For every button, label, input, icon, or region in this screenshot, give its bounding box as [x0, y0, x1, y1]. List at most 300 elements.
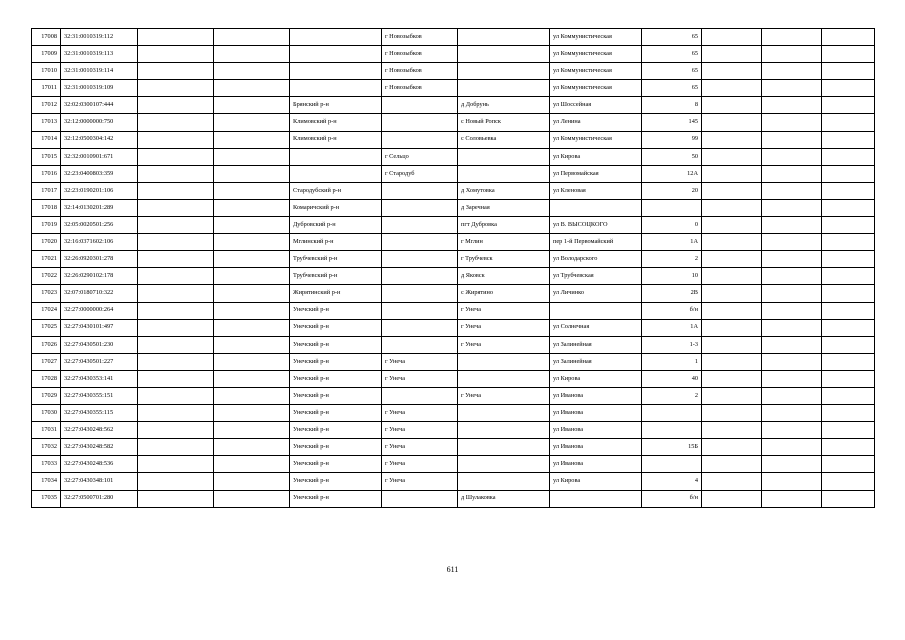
- empty-cell: [214, 63, 290, 80]
- district-cell: Унечский р-н: [290, 370, 382, 387]
- city-cell: [382, 199, 458, 216]
- district-cell: [290, 148, 382, 165]
- cadastral-number-cell: 32:27:0430248:536: [61, 456, 138, 473]
- record-number-cell: 17020: [32, 234, 61, 251]
- district-cell: Унечский р-н: [290, 336, 382, 353]
- cadastral-number-cell: 32:27:0430353:141: [61, 370, 138, 387]
- empty-cell: [822, 370, 875, 387]
- settlement-cell: с Новый Ропск: [458, 114, 550, 131]
- table-row: [32, 319, 875, 336]
- record-number-cell: 17018: [32, 199, 61, 216]
- settlement-cell: [458, 353, 550, 370]
- record-number-cell: 17022: [32, 268, 61, 285]
- empty-cell: [214, 131, 290, 148]
- house-number-cell: 2: [642, 387, 702, 404]
- record-number-cell: 17017: [32, 182, 61, 199]
- district-cell: Унечский р-н: [290, 319, 382, 336]
- settlement-cell: д Хомутовка: [458, 182, 550, 199]
- city-cell: [382, 234, 458, 251]
- empty-cell: [822, 217, 875, 234]
- street-cell: ул Трубчевская: [550, 268, 642, 285]
- record-number-cell: 17010: [32, 63, 61, 80]
- house-number-cell: 1А: [642, 234, 702, 251]
- empty-cell: [822, 251, 875, 268]
- cadastral-number-cell: 32:05:0020501:256: [61, 217, 138, 234]
- empty-cell: [702, 319, 762, 336]
- empty-cell: [762, 473, 822, 490]
- street-cell: пер 1-й Первомайский: [550, 234, 642, 251]
- district-cell: Дубровский р-н: [290, 217, 382, 234]
- empty-cell: [214, 319, 290, 336]
- cadastral-number-cell: 32:16:0371602:106: [61, 234, 138, 251]
- empty-cell: [762, 29, 822, 46]
- cadastral-number-cell: 32:27:0430348:101: [61, 473, 138, 490]
- empty-cell: [138, 422, 214, 439]
- property-register-table: [31, 28, 875, 508]
- street-cell: ул Иванова: [550, 405, 642, 422]
- table-row: [32, 80, 875, 97]
- settlement-cell: [458, 46, 550, 63]
- settlement-cell: [458, 456, 550, 473]
- cadastral-number-cell: 32:14:0130201:289: [61, 199, 138, 216]
- empty-cell: [762, 217, 822, 234]
- house-number-cell: 15Б: [642, 439, 702, 456]
- district-cell: Трубчевский р-н: [290, 251, 382, 268]
- empty-cell: [214, 405, 290, 422]
- empty-cell: [138, 182, 214, 199]
- settlement-cell: [458, 29, 550, 46]
- empty-cell: [702, 387, 762, 404]
- house-number-cell: б/н: [642, 490, 702, 507]
- empty-cell: [702, 370, 762, 387]
- empty-cell: [762, 114, 822, 131]
- settlement-cell: г Унеча: [458, 336, 550, 353]
- house-number-cell: 1А: [642, 319, 702, 336]
- empty-cell: [214, 353, 290, 370]
- empty-cell: [138, 131, 214, 148]
- city-cell: г Сельцо: [382, 148, 458, 165]
- settlement-cell: [458, 165, 550, 182]
- empty-cell: [214, 234, 290, 251]
- record-number-cell: 17027: [32, 353, 61, 370]
- settlement-cell: с Жирятино: [458, 285, 550, 302]
- record-number-cell: 17021: [32, 251, 61, 268]
- street-cell: ул Кленовая: [550, 182, 642, 199]
- table-row: [32, 199, 875, 216]
- city-cell: [382, 302, 458, 319]
- city-cell: [382, 387, 458, 404]
- table-row: [32, 336, 875, 353]
- empty-cell: [762, 439, 822, 456]
- empty-cell: [138, 353, 214, 370]
- empty-cell: [762, 319, 822, 336]
- empty-cell: [702, 29, 762, 46]
- city-cell: [382, 182, 458, 199]
- empty-cell: [702, 268, 762, 285]
- table-row: [32, 285, 875, 302]
- empty-cell: [214, 80, 290, 97]
- empty-cell: [702, 148, 762, 165]
- record-number-cell: 17009: [32, 46, 61, 63]
- table-row: [32, 353, 875, 370]
- street-cell: [550, 302, 642, 319]
- empty-cell: [138, 217, 214, 234]
- cadastral-number-cell: 32:27:0430248:582: [61, 439, 138, 456]
- empty-cell: [214, 29, 290, 46]
- settlement-cell: г Унеча: [458, 319, 550, 336]
- empty-cell: [214, 199, 290, 216]
- empty-cell: [762, 387, 822, 404]
- empty-cell: [702, 302, 762, 319]
- street-cell: ул Первомайская: [550, 165, 642, 182]
- record-number-cell: 17025: [32, 319, 61, 336]
- empty-cell: [214, 182, 290, 199]
- cadastral-number-cell: 32:23:0400803:359: [61, 165, 138, 182]
- empty-cell: [822, 63, 875, 80]
- cadastral-number-cell: 32:31:0010319:109: [61, 80, 138, 97]
- table-row: [32, 387, 875, 404]
- street-cell: ул Залинейная: [550, 353, 642, 370]
- cadastral-number-cell: 32:27:0430248:562: [61, 422, 138, 439]
- district-cell: Мглинский р-н: [290, 234, 382, 251]
- record-number-cell: 17015: [32, 148, 61, 165]
- house-number-cell: 40: [642, 370, 702, 387]
- empty-cell: [762, 182, 822, 199]
- empty-cell: [214, 387, 290, 404]
- city-cell: г Новозыбков: [382, 63, 458, 80]
- house-number-cell: 1-3: [642, 336, 702, 353]
- city-cell: г Унеча: [382, 456, 458, 473]
- house-number-cell: 2В: [642, 285, 702, 302]
- settlement-cell: д Заречная: [458, 199, 550, 216]
- empty-cell: [214, 46, 290, 63]
- empty-cell: [702, 97, 762, 114]
- house-number-cell: 20: [642, 182, 702, 199]
- district-cell: [290, 165, 382, 182]
- city-cell: [382, 97, 458, 114]
- settlement-cell: пгт Дубровка: [458, 217, 550, 234]
- table-row: [32, 165, 875, 182]
- cadastral-number-cell: 32:02:0300107:444: [61, 97, 138, 114]
- cadastral-number-cell: 32:27:0430355:115: [61, 405, 138, 422]
- empty-cell: [138, 234, 214, 251]
- city-cell: [382, 336, 458, 353]
- street-cell: ул В. ВЫСОЦКОГО: [550, 217, 642, 234]
- empty-cell: [762, 490, 822, 507]
- cadastral-number-cell: 32:32:0010901:671: [61, 148, 138, 165]
- record-number-cell: 17024: [32, 302, 61, 319]
- house-number-cell: б/н: [642, 302, 702, 319]
- empty-cell: [138, 97, 214, 114]
- empty-cell: [822, 131, 875, 148]
- record-number-cell: 17030: [32, 405, 61, 422]
- empty-cell: [138, 148, 214, 165]
- empty-cell: [822, 302, 875, 319]
- settlement-cell: д Яковск: [458, 268, 550, 285]
- empty-cell: [138, 405, 214, 422]
- table-row: [32, 302, 875, 319]
- empty-cell: [822, 473, 875, 490]
- house-number-cell: 65: [642, 80, 702, 97]
- empty-cell: [762, 63, 822, 80]
- house-number-cell: 145: [642, 114, 702, 131]
- record-number-cell: 17008: [32, 29, 61, 46]
- house-number-cell: 4: [642, 473, 702, 490]
- table-row: [32, 422, 875, 439]
- empty-cell: [822, 97, 875, 114]
- empty-cell: [138, 285, 214, 302]
- register-body: [32, 29, 875, 508]
- record-number-cell: 17032: [32, 439, 61, 456]
- house-number-cell: 65: [642, 29, 702, 46]
- empty-cell: [702, 234, 762, 251]
- empty-cell: [762, 370, 822, 387]
- empty-cell: [822, 336, 875, 353]
- empty-cell: [762, 131, 822, 148]
- empty-cell: [702, 490, 762, 507]
- street-cell: ул Коммунистическая: [550, 131, 642, 148]
- empty-cell: [822, 114, 875, 131]
- record-number-cell: 17013: [32, 114, 61, 131]
- district-cell: Стародубский р-н: [290, 182, 382, 199]
- street-cell: ул Иванова: [550, 422, 642, 439]
- empty-cell: [214, 285, 290, 302]
- table-row: [32, 490, 875, 507]
- settlement-cell: [458, 80, 550, 97]
- empty-cell: [822, 148, 875, 165]
- city-cell: г Новозыбков: [382, 29, 458, 46]
- empty-cell: [762, 165, 822, 182]
- house-number-cell: 0: [642, 217, 702, 234]
- street-cell: ул Коммунистическая: [550, 63, 642, 80]
- table-row: [32, 97, 875, 114]
- house-number-cell: 1: [642, 353, 702, 370]
- city-cell: г Стародуб: [382, 165, 458, 182]
- city-cell: [382, 114, 458, 131]
- empty-cell: [702, 46, 762, 63]
- empty-cell: [822, 490, 875, 507]
- district-cell: Унечский р-н: [290, 490, 382, 507]
- empty-cell: [214, 336, 290, 353]
- district-cell: Унечский р-н: [290, 387, 382, 404]
- table-row: [32, 268, 875, 285]
- house-number-cell: 8: [642, 97, 702, 114]
- house-number-cell: 50: [642, 148, 702, 165]
- empty-cell: [138, 199, 214, 216]
- table-row: [32, 405, 875, 422]
- city-cell: г Унеча: [382, 353, 458, 370]
- city-cell: г Унеча: [382, 405, 458, 422]
- empty-cell: [762, 251, 822, 268]
- empty-cell: [762, 80, 822, 97]
- empty-cell: [762, 285, 822, 302]
- empty-cell: [214, 473, 290, 490]
- empty-cell: [702, 456, 762, 473]
- record-number-cell: 17011: [32, 80, 61, 97]
- empty-cell: [702, 422, 762, 439]
- settlement-cell: [458, 473, 550, 490]
- empty-cell: [822, 319, 875, 336]
- district-cell: Климовский р-н: [290, 114, 382, 131]
- city-cell: г Новозыбков: [382, 80, 458, 97]
- house-number-cell: 2: [642, 251, 702, 268]
- empty-cell: [138, 114, 214, 131]
- table-row: [32, 148, 875, 165]
- district-cell: Унечский р-н: [290, 302, 382, 319]
- empty-cell: [702, 199, 762, 216]
- district-cell: Комаричский р-н: [290, 199, 382, 216]
- empty-cell: [214, 148, 290, 165]
- cadastral-number-cell: 32:31:0010319:112: [61, 29, 138, 46]
- empty-cell: [138, 251, 214, 268]
- empty-cell: [822, 422, 875, 439]
- empty-cell: [702, 182, 762, 199]
- table-row: [32, 29, 875, 46]
- street-cell: ул Ленина: [550, 114, 642, 131]
- empty-cell: [762, 405, 822, 422]
- city-cell: [382, 131, 458, 148]
- empty-cell: [702, 165, 762, 182]
- cadastral-number-cell: 32:27:0500701:280: [61, 490, 138, 507]
- district-cell: [290, 80, 382, 97]
- empty-cell: [762, 46, 822, 63]
- empty-cell: [138, 456, 214, 473]
- table-row: [32, 473, 875, 490]
- table-row: [32, 217, 875, 234]
- cadastral-number-cell: 32:27:0000000:264: [61, 302, 138, 319]
- empty-cell: [214, 490, 290, 507]
- table-row: [32, 370, 875, 387]
- settlement-cell: [458, 148, 550, 165]
- table-row: [32, 234, 875, 251]
- city-cell: [382, 251, 458, 268]
- empty-cell: [762, 268, 822, 285]
- table-row: [32, 251, 875, 268]
- street-cell: ул Иванова: [550, 387, 642, 404]
- cadastral-number-cell: 32:07:0180710:322: [61, 285, 138, 302]
- empty-cell: [762, 148, 822, 165]
- empty-cell: [138, 490, 214, 507]
- record-number-cell: 17026: [32, 336, 61, 353]
- empty-cell: [822, 234, 875, 251]
- record-number-cell: 17035: [32, 490, 61, 507]
- empty-cell: [762, 422, 822, 439]
- empty-cell: [138, 370, 214, 387]
- empty-cell: [762, 302, 822, 319]
- district-cell: Унечский р-н: [290, 439, 382, 456]
- empty-cell: [138, 473, 214, 490]
- street-cell: ул Кирова: [550, 473, 642, 490]
- empty-cell: [762, 199, 822, 216]
- record-number-cell: 17019: [32, 217, 61, 234]
- empty-cell: [138, 319, 214, 336]
- empty-cell: [822, 285, 875, 302]
- empty-cell: [214, 97, 290, 114]
- district-cell: Унечский р-н: [290, 353, 382, 370]
- street-cell: ул Иванова: [550, 456, 642, 473]
- district-cell: [290, 29, 382, 46]
- street-cell: ул Кирова: [550, 370, 642, 387]
- district-cell: Климовский р-н: [290, 131, 382, 148]
- street-cell: ул Володарского: [550, 251, 642, 268]
- page-number: 611: [446, 565, 459, 574]
- cadastral-number-cell: 32:12:0500304:142: [61, 131, 138, 148]
- street-cell: ул Коммунистическая: [550, 46, 642, 63]
- street-cell: ул Личинко: [550, 285, 642, 302]
- city-cell: г Унеча: [382, 422, 458, 439]
- settlement-cell: г Мглин: [458, 234, 550, 251]
- empty-cell: [702, 217, 762, 234]
- empty-cell: [214, 456, 290, 473]
- settlement-cell: [458, 405, 550, 422]
- empty-cell: [702, 114, 762, 131]
- empty-cell: [822, 29, 875, 46]
- street-cell: ул Залинейная: [550, 336, 642, 353]
- table-row: [32, 114, 875, 131]
- empty-cell: [214, 114, 290, 131]
- record-number-cell: 17029: [32, 387, 61, 404]
- empty-cell: [214, 302, 290, 319]
- empty-cell: [214, 370, 290, 387]
- record-number-cell: 17033: [32, 456, 61, 473]
- empty-cell: [702, 251, 762, 268]
- empty-cell: [138, 29, 214, 46]
- settlement-cell: [458, 439, 550, 456]
- city-cell: г Унеча: [382, 370, 458, 387]
- cadastral-number-cell: 32:27:0430355:151: [61, 387, 138, 404]
- cadastral-number-cell: 32:27:0430501:230: [61, 336, 138, 353]
- empty-cell: [822, 268, 875, 285]
- empty-cell: [702, 80, 762, 97]
- empty-cell: [822, 165, 875, 182]
- district-cell: Унечский р-н: [290, 456, 382, 473]
- house-number-cell: 65: [642, 46, 702, 63]
- city-cell: г Новозыбков: [382, 46, 458, 63]
- house-number-cell: [642, 405, 702, 422]
- empty-cell: [214, 217, 290, 234]
- district-cell: Унечский р-н: [290, 473, 382, 490]
- street-cell: ул Коммунистическая: [550, 29, 642, 46]
- cadastral-number-cell: 32:27:0430101:497: [61, 319, 138, 336]
- district-cell: Трубчевский р-н: [290, 268, 382, 285]
- cadastral-number-cell: 32:26:0920301:278: [61, 251, 138, 268]
- city-cell: г Унеча: [382, 439, 458, 456]
- table-row: [32, 63, 875, 80]
- empty-cell: [702, 353, 762, 370]
- street-cell: ул Солнечная: [550, 319, 642, 336]
- district-cell: Унечский р-н: [290, 405, 382, 422]
- house-number-cell: [642, 456, 702, 473]
- empty-cell: [702, 473, 762, 490]
- house-number-cell: 99: [642, 131, 702, 148]
- record-number-cell: 17014: [32, 131, 61, 148]
- record-number-cell: 17023: [32, 285, 61, 302]
- house-number-cell: [642, 199, 702, 216]
- district-cell: [290, 46, 382, 63]
- record-number-cell: 17016: [32, 165, 61, 182]
- house-number-cell: 12А: [642, 165, 702, 182]
- city-cell: [382, 490, 458, 507]
- empty-cell: [702, 63, 762, 80]
- empty-cell: [702, 336, 762, 353]
- settlement-cell: с Соловьевка: [458, 131, 550, 148]
- empty-cell: [214, 165, 290, 182]
- empty-cell: [822, 456, 875, 473]
- empty-cell: [702, 131, 762, 148]
- house-number-cell: 65: [642, 63, 702, 80]
- cadastral-number-cell: 32:31:0010319:113: [61, 46, 138, 63]
- street-cell: ул Кирова: [550, 148, 642, 165]
